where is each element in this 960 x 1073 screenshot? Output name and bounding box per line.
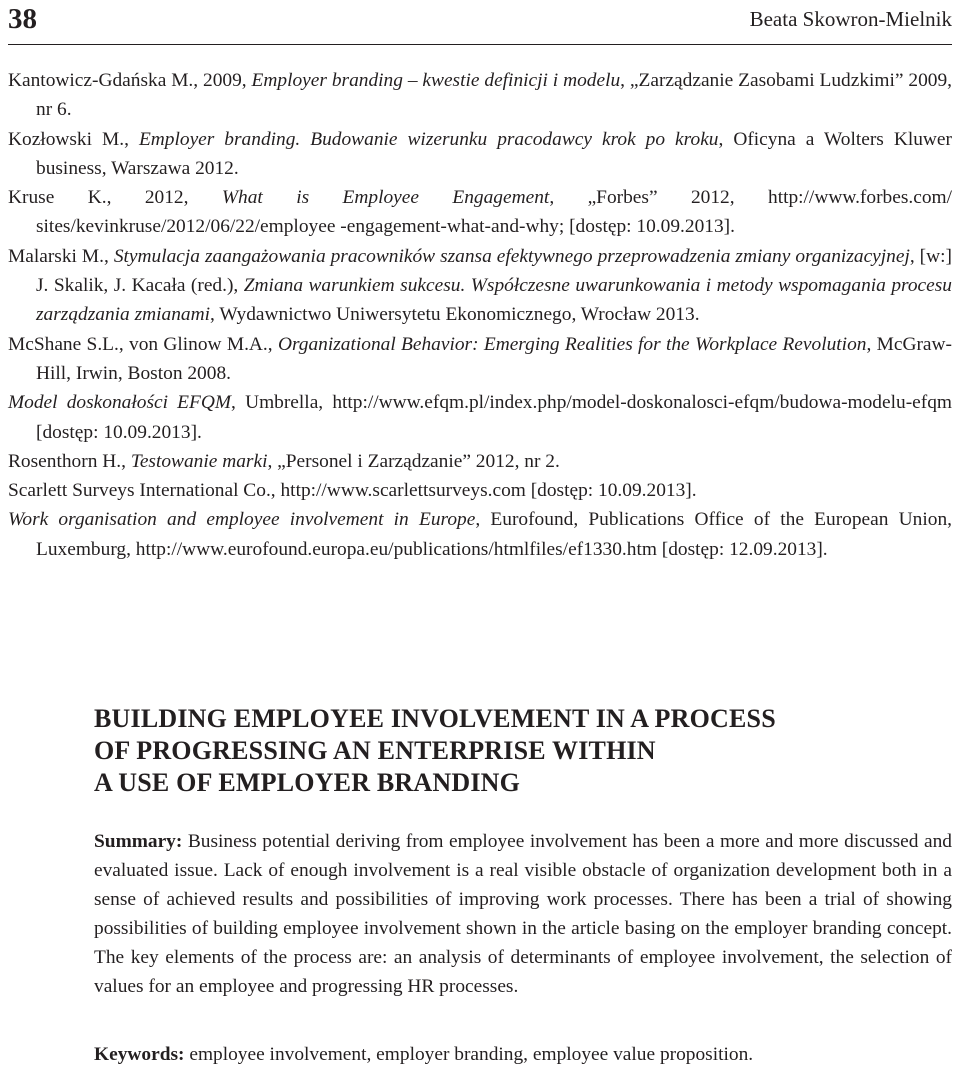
reference-details: , Wydawnictwo Uniwersytetu Ekonomicznego, Wrocław 2013. bbox=[210, 304, 700, 326]
reference-details: , Eurofound, Publications Office of the European Union, Luxemburg, http://www.eurofound.europa.eu/publications/htmlfiles/ef1330.htm [dostęp: 12.09.2013]. bbox=[36, 509, 952, 560]
article-title-line: BUILDING EMPLOYEE INVOLVEMENT IN A PROCESS bbox=[94, 704, 776, 733]
reference-entry bbox=[8, 183, 952, 242]
keywords-text: employee involvement, employer branding, employee value proposition. bbox=[184, 1044, 754, 1065]
reference-title: What is Employee Engagement bbox=[221, 187, 550, 209]
page-number: 38 bbox=[8, 3, 37, 35]
reference-title: Testowanie marki bbox=[130, 450, 268, 472]
reference-details: , „Forbes” 2012, http://www.forbes.com/ sites/kevinkruse/2012/06/22/employee -engagement-what-and-why; [dostęp: 10.09.2013]. bbox=[36, 187, 952, 238]
reference-title: Model doskonałości EFQM bbox=[8, 392, 232, 414]
reference-entry bbox=[8, 125, 952, 184]
reference-entry bbox=[8, 66, 952, 125]
reference-author: Kruse K., 2012, bbox=[8, 187, 222, 209]
reference-entry bbox=[8, 242, 952, 330]
article-title bbox=[94, 703, 920, 799]
reference-entry bbox=[8, 476, 952, 505]
bibliography bbox=[8, 66, 952, 564]
running-header-author: Beata Skowron-Mielnik bbox=[749, 7, 952, 31]
reference-author: Kantowicz-Gdańska M., 2009, bbox=[8, 70, 252, 91]
summary-paragraph bbox=[94, 827, 952, 1002]
reference-details: , [w:] J. Skalik, J. Kacała (red.), bbox=[36, 245, 952, 297]
reference-book-title: Zmiana warunkiem sukcesu. Współczesne uwarunkowania i metody wspomagania procesu zarządzania zmianami bbox=[36, 275, 952, 326]
summary-label: Summary: bbox=[94, 831, 183, 852]
reference-entry bbox=[8, 388, 952, 447]
reference-author: Rosenthorn H., bbox=[8, 450, 131, 472]
header-rule bbox=[8, 44, 952, 45]
reference-entry bbox=[8, 330, 952, 389]
summary-text: Business potential deriving from employee involvement has been a more and more discussed and evaluated issue. Lack of enough involvement is a real visible obstacle of organization development both in a sense of achieved results and possibilities of improving work processes. There has been a trial of showing possibilities of building employee involvement shown in the article basing on the employer branding concept. The key elements of the process are: an analysis of determinants of employee involvement, the selection of values for an employee and progressing HR processes. bbox=[94, 831, 952, 998]
article-title-line: A USE OF EMPLOYER BRANDING bbox=[94, 768, 521, 797]
page-header bbox=[8, 0, 952, 44]
reference-entry bbox=[8, 447, 952, 476]
reference-title: Employer branding. Budowanie wizerunku pracodawcy krok po kroku bbox=[138, 128, 719, 150]
keywords-label: Keywords: bbox=[94, 1044, 185, 1065]
reference-title: Work organisation and employee involvement in Europe bbox=[8, 509, 476, 531]
keywords-paragraph bbox=[94, 1040, 952, 1069]
reference-details: , Umbrella, http://www.efqm.pl/index.php/model-doskonalosci-efqm/budowa-modelu-efqm [dostęp: 10.09.2013]. bbox=[36, 392, 952, 443]
reference-title: Stymulacja zaangażowania pracowników szansa efektywnego przeprowadzenia zmiany organizacyjnej bbox=[113, 245, 910, 267]
reference-entry bbox=[8, 505, 952, 564]
reference-details: , Oficyna a Wolters Kluwer business, Warszawa 2012. bbox=[36, 128, 952, 179]
reference-title: Employer branding – kwestie definicji i modelu bbox=[251, 70, 621, 91]
reference-author: Malarski M., bbox=[8, 245, 114, 267]
reference-title: Organizational Behavior: Emerging Realities for the Workplace Revolution bbox=[277, 333, 867, 355]
article-title-line: OF PROGRESSING AN ENTERPRISE WITHIN bbox=[94, 736, 656, 765]
reference-details: , „Zarządzanie Zasobami Ludzkimi” 2009, nr 6. bbox=[36, 70, 953, 121]
reference-author: Kozłowski M., bbox=[8, 128, 139, 150]
reference-details: , McGraw-Hill, Irwin, Boston 2008. bbox=[36, 333, 952, 384]
reference-author: McShane S.L., von Glinow M.A., bbox=[8, 333, 278, 355]
reference-details: , „Personel i Zarządzanie” 2012, nr 2. bbox=[267, 450, 560, 472]
reference-author: Scarlett Surveys International Co., http://www.scarlettsurveys.com [dostęp: 10.09.2013]. bbox=[8, 480, 697, 502]
